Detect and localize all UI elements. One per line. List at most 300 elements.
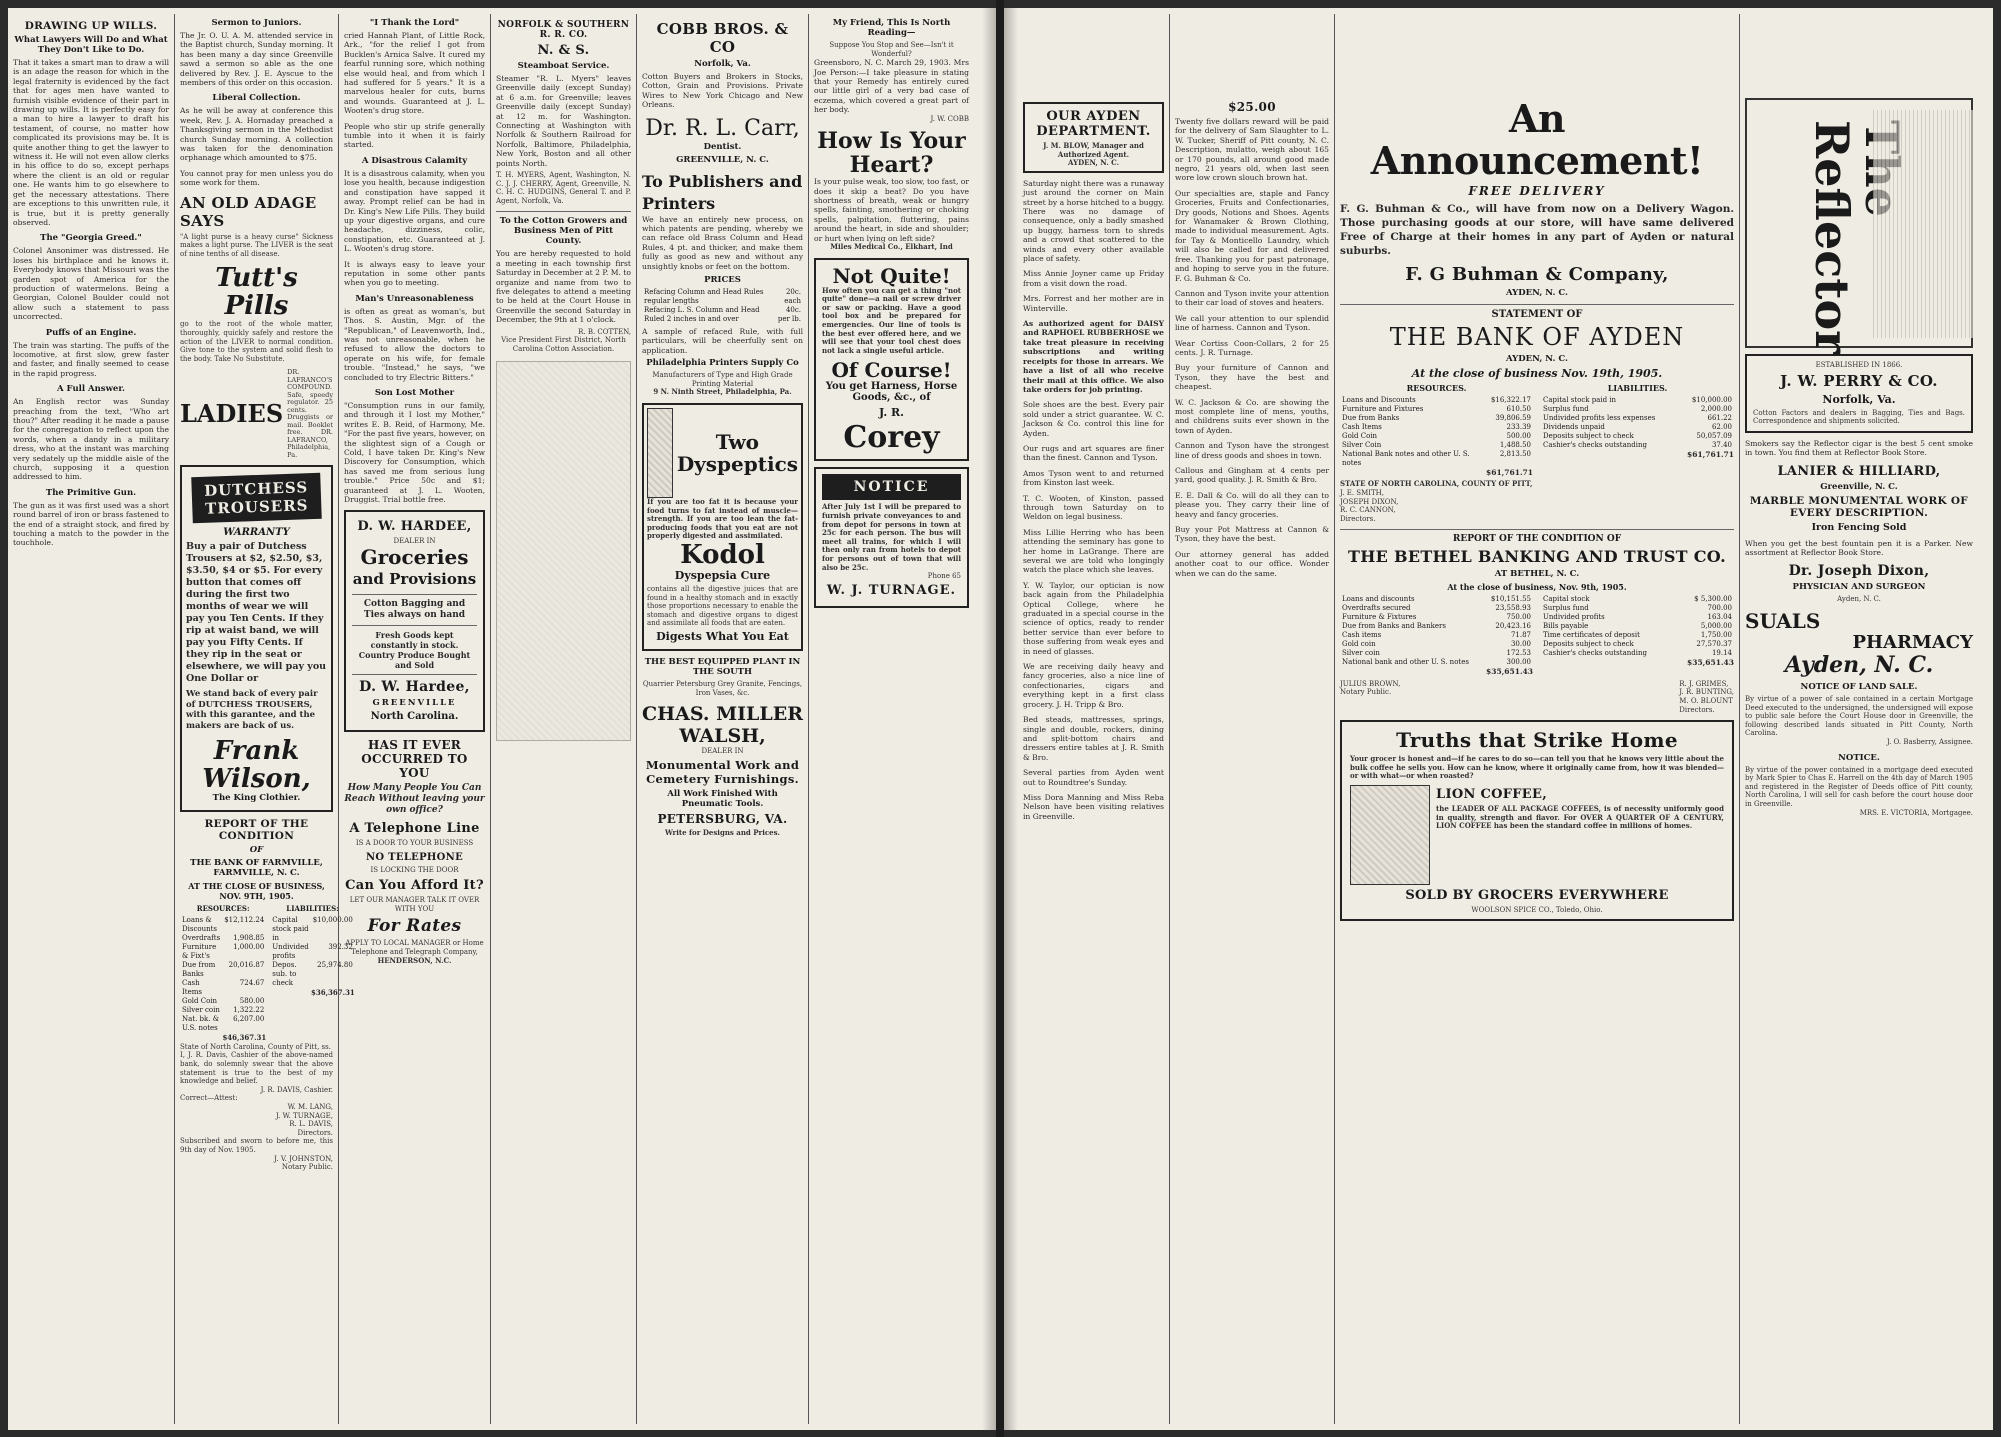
ad-headline: THE BEST EQUIPPED PLANT IN THE SOUTH	[644, 657, 801, 677]
local-item: Y. W. Taylor, our optician is now back again from the Philadelphia Optical College, where he graduated in a special course in the science of optics, ready to render better service than ever before to those suffering from weak eyes and in need of glasses.	[1023, 580, 1164, 656]
resources-total: $35,651.43	[1486, 667, 1533, 677]
local-item: Cannon and Tyson have the strongest line of dress goods and shoes in town.	[1175, 441, 1329, 460]
liabilities-table	[1541, 595, 1734, 658]
ad-headline: Can You Afford It?	[345, 878, 484, 894]
local-item: Our attorney general has added another coat to our office. Wonder when we can do the same.	[1175, 549, 1329, 578]
ad-body: Greensboro, N. C. March 29, 1903. Mrs Joe Person:—I take pleasure in stating that your Remedy has entirely cured our little girl of a very bad case of eczema, which covered a great part of her body.	[814, 58, 969, 115]
ledger-label: Furniture & Fixt's	[182, 943, 217, 961]
director-name: R. J. GRIMES,	[1679, 679, 1729, 688]
state-line: State of North Carolina, County of Pitt, ss.	[180, 1042, 331, 1051]
brand-sub: Dyspepsia Cure	[674, 569, 771, 583]
ad-line: IS LOCKING THE DOOR	[370, 865, 459, 874]
ledger-row	[180, 961, 266, 979]
fold-shadow	[982, 8, 996, 1430]
ad-lanier-hilliard	[1745, 464, 1973, 533]
directors-label: Directors.	[1340, 514, 1376, 523]
company-sub: Manufacturers of Type and High Grade Printing Material	[652, 371, 793, 388]
ledger-label: Silver coin	[1342, 649, 1380, 658]
local-item: T. C. Wooten, of Kinston, passed through town Saturday on to Weldon on legal business.	[1023, 493, 1164, 522]
ledger-label: Capital stock paid in	[1543, 396, 1617, 404]
city: Ayden, N. C.	[1784, 652, 1934, 678]
ledger-amount: 610.50	[1506, 405, 1531, 413]
director-name: R. C. CANNON,	[1340, 506, 1396, 515]
dentist-title: Dentist.	[703, 141, 742, 152]
ad-body: If you are too fat it is because your food turns to fat instead of muscle—strength. If you are too lean the fat-producing foods that you eat are not properly digested and assimilated.	[647, 497, 798, 541]
ledger-row	[180, 934, 266, 943]
ad-headline: Tutt's Pills	[215, 263, 298, 322]
ad-disastrous-calamity	[344, 156, 485, 254]
headline: To the Cotton Growers and Business Men of Pitt County.	[499, 216, 628, 247]
director-name: J. R. BUNTING,	[1679, 688, 1734, 697]
ledger-amount: 27,570.37	[1696, 640, 1732, 649]
headline: The "Georgia Greed."	[40, 233, 142, 244]
ledger-row	[1340, 613, 1533, 622]
dentist-name: Dr. R. L. Carr,	[645, 115, 800, 141]
bank-name: THE BETHEL BANKING AND TRUST CO.	[1348, 547, 1726, 567]
ledger-label: Gold coin	[1342, 640, 1376, 649]
section-title: OUR AYDEN DEPARTMENT.	[1036, 109, 1151, 139]
ad-thank-the-lord	[344, 18, 485, 116]
ad-dr-carr	[642, 116, 803, 165]
resources-table	[180, 916, 266, 1033]
ledger-amount: 71.87	[1510, 631, 1531, 640]
agents: T. H. MYERS, Agent, Washington, N. C. J. J. CHERRY, Agent, Greenville, N. C. H. C. HUDGINS, General T. and P. Agent, Norfolk, Va.	[496, 171, 631, 205]
article-primitive-gun	[13, 488, 169, 548]
ledger-row	[180, 943, 266, 961]
resources-heading: RESOURCES.	[1406, 383, 1467, 393]
resources-total: $61,761.71	[1486, 468, 1533, 477]
director-name: J. W. TURNAGE,	[275, 1111, 333, 1120]
report-of: OF	[249, 845, 264, 856]
reward-body: Twenty five dollars reward will be paid for the delivery of Sam Slaughter to L. W. Tucker, Sheriff of Pitt county, N. C. Description, mulatto, weigh about 165 or 170 pounds, all around good made negro, 21 years old, when last seen wore low crown slouch brown hat.	[1175, 117, 1329, 183]
ledger-amount: 724.67	[239, 979, 265, 988]
article-body: It is a disastrous calamity, when you lose you health, because indigestion and constipation have sapped it away. Prompt relief can be had in Dr. King's New Life Pills. They build up your digestive organs, and cure headache, dizziness, colic, constipation, etc. Guaranteed at J. L. Wooten's drug store.	[344, 168, 485, 254]
ledger-amount: $ 5,300.00	[1694, 595, 1732, 604]
masthead-text-lines	[1873, 110, 1973, 338]
ad-body: the LEADER OF ALL PACKAGE COFFEES, is of necessity uniformly good in quality, strength and flavor. For OVER A QUARTER OF A CENTURY, LION COFFEE has been the standard coffee in millions of homes.	[1436, 803, 1724, 831]
ad-headline: Not Quite!	[832, 263, 951, 288]
ledger-label: Gold Coin	[182, 997, 218, 1006]
ledger-amount: $10,000.00	[312, 916, 353, 925]
city: AT BETHEL, N. C.	[1494, 569, 1580, 580]
ad-headline: To Publishers and Printers	[642, 171, 803, 213]
ledger-amount: 580.00	[239, 997, 265, 1006]
director-name: JOSEPH DIXON,	[1340, 497, 1399, 506]
ledger-amount: 40c. per lb.	[777, 306, 801, 324]
ledger-label: Undivided profits	[1543, 613, 1605, 622]
ad-perry-co	[1745, 354, 1973, 433]
ledger-row	[180, 979, 266, 997]
notice-body: By virtue of a power of sale contained in a certain Mortgage Deed executed to the undersigned, the undersigned will expose to public sale before the Court House door in Greenville, the following described lands situated in Pitt County, North Carolina.	[1745, 695, 1973, 738]
ledger-label: Surplus fund	[1543, 405, 1589, 413]
prices-heading: PRICES	[704, 275, 741, 286]
signer-name: W. J. TURNAGE.	[826, 582, 957, 598]
ledger-amount: 1,000.00	[233, 943, 265, 952]
headline: My Friend, This Is North Reading—	[832, 18, 951, 38]
notice-mortgage	[1745, 753, 1973, 818]
merchant-sub: PHARMACY	[1852, 632, 1973, 653]
ad-body: contains all the digestive juices that are found in a healthy stomach and in exactly those proportions necessary to enable the stomach and digestive organs to digest and assimilate all foods that are eaten.	[647, 585, 798, 628]
ledger-label: Surplus fund	[1543, 604, 1589, 613]
subheadline: Suppose You Stop and See—Isn't it Wonderful?	[829, 41, 954, 58]
signer-name: MRS. E. VICTORIA, Mortgagee.	[1859, 808, 1973, 817]
directors-label: Directors.	[1679, 705, 1715, 714]
ledger-amount: 392.32	[328, 943, 353, 952]
brand-name: Kodol	[680, 540, 765, 571]
ad-telephone	[344, 738, 485, 965]
merchant-initials: J. R.	[879, 406, 904, 420]
article-puffs-of-engine	[13, 328, 169, 379]
article-body: The train was starting. The puffs of the locomotive, at first slow, grew faster and faster, and finally seemed to cease in the rapid progress.	[13, 340, 169, 378]
ledger-amount: 163.04	[1707, 613, 1732, 622]
city: Greenville, N. C.	[1820, 481, 1898, 492]
local-item: As authorized agent for DAISY and RAPHOEL RUBBERHOSE we take treat pleasure in receiving subscriptions and writing receipts for those in arrears. We have a list of all who receive their mail at this office. We also take orders for job printing.	[1023, 319, 1164, 394]
ledger-label: Overdrafts secured	[1342, 604, 1411, 613]
ledger-label: Cash Items	[182, 979, 202, 997]
merchant-tagline: The King Clothier.	[212, 793, 301, 804]
ledger-label: Cash items	[1342, 631, 1382, 640]
article-body: cried Hannah Plant, of Little Rock, Ark., "for the relief I got from Bucklen's Arnica Salve. It cured my fearful running sore, which nothing else would heal, and from which I had suffered for 5 years." It is a marvelous healer for cuts, burns and wounds. Guaranteed at J. L. Wooten's drug store.	[344, 31, 485, 116]
ledger-row	[180, 1015, 266, 1033]
ledger-row	[1541, 396, 1734, 405]
ledger-row	[1340, 631, 1533, 640]
right-column-4	[1740, 98, 1978, 1420]
state-line: STATE OF NORTH CAROLINA, COUNTY OF PITT,	[1340, 479, 1533, 489]
ad-buhman-announcement	[1340, 98, 1734, 298]
newspaper-page-left	[8, 8, 996, 1430]
notice-land-sale	[1745, 682, 1973, 747]
headline: NOTICE OF LAND SALE.	[1800, 682, 1918, 692]
notice-heading: NOTICE	[822, 474, 961, 500]
liabilities-total: $36,367.31	[310, 988, 355, 998]
ad-old-adage	[180, 194, 333, 259]
ledger-row	[1340, 396, 1533, 405]
local-item: Sole shoes are the best. Every pair sold under a strict guarantee. W. C. Jackson & Co. control this line for Ayden.	[1023, 400, 1164, 438]
merchant-name: J. W. PERRY & CO.	[1780, 371, 1938, 390]
right-column-1	[1018, 98, 1169, 1420]
headline: NORFOLK & SOUTHERN R. R. CO.	[497, 20, 630, 40]
company-name: F. G Buhman & Company,	[1405, 264, 1669, 285]
headline: A Disastrous Calamity	[361, 155, 468, 166]
resources-table	[1340, 595, 1533, 667]
ledger-amount: 50,057.09	[1696, 432, 1732, 440]
city: PETERSBURG, VA.	[657, 811, 788, 826]
ledger-amount: 1,322.22	[233, 1006, 265, 1015]
ad-body: Is your pulse weak, too slow, too fast, or does it skip a beat? Do you have shortness of breath, weak or hungry spells, fainting, smothering or choking spells, palpitation, fluttering, pains around the heart, in side and shoulder; or hurt when lying on left side?	[814, 177, 969, 243]
ad-tutts-pills	[180, 264, 333, 363]
ledger-label: Cashier's checks outstanding	[1543, 649, 1647, 658]
ad-line: How Many People You Can Reach Without leaving your own office?	[344, 783, 485, 816]
ad-norfolk-southern	[496, 20, 631, 205]
ad-line: All Work Finished With Pneumatic Tools.	[667, 788, 778, 809]
filler-note: People who stir up strife generally tumble into it when it is fairly started.	[344, 121, 485, 150]
local-item: Our specialties are, staple and Fancy Groceries, Fruits and Confectionaries, Dry goods, Notions and Shoes. Agents for Wanamaker & Brown Clothing, made to individual measurement. Agts. for Tay & Monticello Laundry, which will also be called for and delivered free. Thanking you for past patronage, and hoping to serve you in the future. F. G. Buhman & Co.	[1175, 188, 1329, 283]
ledger-row	[180, 1006, 266, 1015]
guarantee-text: We stand back of every pair of DUTCHESS TROUSERS, with this garantee, and the makers are back of us.	[186, 689, 318, 731]
local-item: E. E. Dall & Co. will do all they can to please you. They carry their line of heavy and fancy groceries.	[1175, 490, 1329, 519]
ledger-row	[180, 916, 266, 934]
ad-heart	[814, 129, 969, 251]
signer-name: J. W. COBB	[930, 114, 969, 123]
ad-suals-pharmacy	[1745, 610, 1973, 676]
filler-note: You cannot pray for men unless you do some work for them.	[180, 168, 333, 188]
report-date: At the close of business, Nov. 9th, 1905.	[1447, 582, 1627, 593]
ledger-amount: 661.22	[1707, 414, 1732, 422]
service-label: Steamboat Service.	[517, 61, 610, 71]
city: Norfolk, Va.	[694, 59, 751, 69]
headline: Son Lost Mother	[374, 388, 455, 398]
ledger-row	[1340, 441, 1533, 450]
city: AYDEN, N. C.	[1506, 288, 1568, 298]
ledger-row	[1340, 450, 1533, 468]
ad-printers-supply	[642, 171, 803, 397]
city: Norfolk, Va.	[1822, 392, 1896, 406]
merchant-name: D. W. HARDEE,	[357, 519, 472, 535]
city: AYDEN, N. C.	[1506, 354, 1568, 364]
left-column-2	[175, 18, 355, 1420]
left-column-6	[809, 18, 974, 1420]
ad-body: Cotton Buyers and Brokers in Stocks, Cotton, Grain and Provisions. Private Wires to New York Chicago and New Orleans.	[642, 72, 803, 110]
signer-name: J. O. Basberry, Assignee.	[1886, 737, 1973, 746]
ad-turnage-notice	[814, 467, 969, 607]
ad-body: F. G. Buhman & Co., will have from now on a Delivery Wagon. Those purchasing goods at our store, will have same delivered Free of Charge at their homes in any part of Ayden or natural suburbs.	[1340, 203, 1734, 257]
lion-illustration	[1350, 785, 1430, 885]
bank-name: THE BANK OF AYDEN	[1389, 323, 1685, 351]
ayden-bank-statement	[1340, 309, 1734, 523]
directors-label: Directors.	[297, 1128, 333, 1137]
ledger-label: Due from Banks	[182, 961, 216, 979]
ledger-row	[1340, 622, 1533, 631]
local-item: W. C. Jackson & Co. are showing the most complete line of mens, youths, and childrens suits ever shown in the town of Ayden.	[1175, 397, 1329, 435]
ledger-amount: 20,016.87	[228, 961, 265, 970]
liabilities-total: $61,761.71	[1687, 450, 1734, 459]
liabilities-heading: LIABILITIES:	[286, 904, 339, 914]
local-item: Smokers say the Reflector cigar is the best 5 cent smoke in town. You find them at Reflector Book Store.	[1745, 438, 1973, 458]
ad-body: DR. LAFRANCO'S COMPOUND. Safe, speedy regulator. 25 cents. Druggists or mail. Booklet free. DR. LAFRANCO, Philadelphia, Pa.	[287, 368, 333, 459]
local-item: Saturday night there was a runaway just around the corner on Main street by a horse hitched to a buggy. There was no damage of consequence, only a badly smashed up buggy, harness torn to shreds and a crowd that scattered to the winds and every other available place of safety.	[1023, 178, 1164, 264]
resources-heading: RESOURCES:	[196, 904, 250, 914]
director-name: R. L. DAVIS,	[289, 1120, 333, 1129]
merchant-signature: D. W. Hardee,	[359, 679, 470, 696]
article-body: "Consumption runs in our family, and through it I lost my Mother," writes E. B. Reid, of Harmony, Me. "For the past five years, however, on the slightest sign of a Cough or Cold, I have taken Dr. King's New Discovery for Consumption, which has saved me from serious lung trouble." Price 50c and $1; guaranteed at J. L. Wooten, Druggist. Trial bottle free.	[344, 401, 485, 505]
ledger-amount: 5,000.00	[1700, 622, 1732, 631]
article-sermon	[180, 18, 333, 87]
ad-body: go to the root of the whole matter, thoroughly, quickly safely and restore the action of the LIVER to normal condition. Give tone to the system and solid flesh to the body. Take No Substitute.	[180, 320, 333, 363]
ledger-amount: 39,806.59	[1495, 414, 1531, 422]
ad-line: Quarrier Petersburg Grey Granite, Fencings, Iron Vases, &c.	[642, 680, 803, 697]
ledger-row	[1340, 423, 1533, 432]
local-item: When you get the best fountain pen it is a Parker. New assortment at Reflector Book Store.	[1745, 538, 1973, 557]
ad-corey-harness	[814, 258, 969, 462]
ledger-row	[1340, 414, 1533, 423]
ledger-label: Bills payable	[1543, 622, 1589, 631]
state: North Carolina.	[370, 711, 459, 723]
ledger-label: Loans & Discounts	[182, 916, 217, 934]
dealer-label: DEALER IN	[701, 747, 744, 756]
ad-line: Iron Fencing Sold	[1811, 521, 1907, 533]
notary-name: J. V. JOHNSTON,	[274, 1154, 333, 1163]
ledger-amount: 233.39	[1506, 423, 1531, 431]
merchant-name: COBB BROS. & CO	[656, 20, 789, 56]
goods-line: MARBLE MONUMENTAL WORK OF EVERY DESCRIPTION.	[1749, 494, 1969, 519]
filler-note: It is always easy to leave your reputation in some other pants when you go to meeting.	[344, 259, 485, 288]
resources-table	[1340, 396, 1533, 468]
ad-body: How often you can get a thing "not quite" done—a nail or screw driver or saw or packing. Have a good tool box and be prepared for emergencies. Our line of tools is the best ever offered here, and we will see that your tool chest does not lack a single useful article.	[822, 285, 961, 355]
ledger-amount: 23,558.93	[1495, 604, 1531, 613]
ad-slogan: Digests What You Eat	[656, 630, 789, 643]
report-date: AT THE CLOSE OF BUSINESS, NOV. 9TH, 1905.	[188, 881, 325, 902]
ledger-label: Deposits subject to check	[1543, 640, 1634, 649]
ledger-row	[1340, 595, 1533, 604]
ledger-amount: $10,000.00	[1691, 396, 1732, 404]
bank-name: THE BANK OF FARMVILLE, FARMVILLE, N. C.	[190, 858, 323, 879]
signer-title: Vice President First District, North Carolina Cotton Association.	[501, 336, 626, 353]
ledger-label: Due from Banks and Bankers	[1342, 622, 1446, 631]
headline: NOTICE.	[1838, 752, 1880, 763]
bethel-bank-report	[1340, 534, 1734, 714]
ledger-amount: $12,112.24	[224, 916, 265, 925]
dealer-label: DEALER IN	[393, 537, 436, 546]
ledger-label: Cash Items	[1342, 423, 1382, 431]
brand-name: LION COFFEE,	[1436, 786, 1548, 802]
ledger-label: National bank and other U. S. notes	[1342, 658, 1469, 667]
headline: The Primitive Gun.	[45, 487, 137, 498]
ledger-row	[1541, 441, 1734, 450]
merchant-name: Frank Wilson,	[202, 736, 311, 795]
ledger-amount: 25,974.80	[317, 961, 353, 970]
company-name: Philadelphia Printers Supply Co	[646, 358, 799, 369]
ad-headline: AN OLD ADAGE SAYS	[180, 193, 317, 230]
report-date: At the close of business Nov. 19th, 1905.	[1411, 367, 1663, 380]
ad-line: APPLY TO LOCAL MANAGER or Home Telephone and Telegraph Company,	[345, 939, 484, 957]
notary-title: Notary Public.	[1340, 688, 1392, 697]
ad-footer: Write for Designs and Prices.	[665, 827, 780, 837]
left-column-3	[339, 18, 490, 1420]
newspaper-page-right	[1004, 8, 1993, 1430]
local-item: Cannon and Tyson invite your attention to their car load of stoves and heaters.	[1175, 288, 1329, 308]
ledger-label: Gold Coin	[1342, 432, 1378, 440]
ledger-row	[1541, 414, 1734, 423]
ledger-amount: 1,488.50	[1499, 441, 1531, 449]
merchant-name: Corey	[843, 420, 940, 456]
ad-dutchess-trousers	[180, 465, 333, 812]
ledger-amount: 2,000.00	[1700, 405, 1732, 413]
local-item: Wear Cortiss Coon-Collars, 2 for 25 cents. J. R. Turnage.	[1175, 338, 1329, 357]
ledger-amount: 37.40	[1711, 441, 1732, 449]
ledger-label: Deposits subject to check	[1543, 432, 1634, 440]
city: GREENVILLE, N. C.	[676, 154, 769, 165]
notice-body: After July 1st I will be prepared to furnish private conveyances to and from depot for persons in town at 25c for each person. The bus will meet all trains, for which I will then only ran from hotels to depot for persons out of town that will also be 25c.	[822, 502, 961, 572]
article-body: The Jr. O. U. A. M. attended service in the Baptist church, Sunday morning. It has been many a day since Greenville sawd a sermon so able as the one delivered by Rev. J. E. Ayscue to the members of this order on this occasion.	[180, 31, 333, 88]
right-column-3	[1335, 98, 1739, 1420]
liabilities-heading: LIABILITIES.	[1607, 383, 1668, 393]
director-name: M. O. BLOUNT	[1679, 696, 1733, 705]
ledger-amount: 172.53	[1506, 649, 1531, 658]
ledger-label: Cashier's checks outstanding	[1543, 441, 1647, 449]
left-column-1	[8, 18, 174, 1420]
ledger-amount: 750.00	[1506, 613, 1531, 622]
ledger-label: Furniture and Fixtures	[1342, 405, 1424, 413]
established: ESTABLISHED IN 1866.	[1815, 361, 1903, 369]
goods-line: and Provisions	[352, 570, 477, 589]
farmville-bank-report	[180, 818, 355, 1172]
masthead-title: Reflector	[1805, 120, 1859, 355]
ad-body: "A light purse is a heavy curse" Sickness makes a light purse. The LIVER is the seat of nine tenths of all disease.	[180, 232, 333, 258]
ad-line: NO TELEPHONE	[365, 851, 464, 863]
local-item: Miss Lillie Herring who has been attending the seminary has gone to her home in LaGrange. There are several we are told who longingly watch the place which she leaves.	[1023, 527, 1164, 575]
ledger-row	[1541, 423, 1734, 432]
ad-subheadline: FREE DELIVERY	[1468, 184, 1606, 198]
ad-unreasonableness	[344, 294, 485, 382]
right-column-2	[1170, 98, 1334, 1420]
company-address: 9 N. Ninth Street, Philadelphia, Pa.	[653, 387, 792, 397]
ad-son-lost-mother	[344, 388, 485, 504]
liabilities-table	[1541, 396, 1734, 450]
article-georgia-greed	[13, 233, 169, 321]
article-drawing-up-wills	[13, 20, 169, 227]
local-item: Callous and Gingham at 4 cents per yard, good quality. J. R. Smith & Bro.	[1175, 466, 1329, 485]
physician-name: Dr. Joseph Dixon,	[1788, 563, 1930, 580]
headline: Puffs of an Engine.	[45, 327, 137, 338]
ad-lion-coffee	[1340, 720, 1734, 920]
ledger-amount: $16,322.17	[1490, 396, 1531, 404]
article-body: Colonel Ansonimer was distressed. He loses his birthplace and he knows it. Everybody knows that Missouri was the garden spot of America for the production of watermelons. Being a Georgian, Colonel Boulder could not allow such a statement to pass uncorrected.	[13, 246, 169, 322]
ad-my-friend	[814, 18, 969, 123]
dyspeptics-illustration	[647, 408, 673, 498]
faded-print-area	[496, 361, 631, 741]
ledger-row	[1541, 604, 1734, 613]
ledger-label: Loans and discounts	[1342, 595, 1415, 604]
ledger-label: Silver Coin	[1342, 441, 1382, 449]
article-body: An English rector was Sunday preaching from the text, "Who art thou?" After reading it he made a pause for the congregation to reflect upon the words, when a dandy in a military dress, who at the instant was marching very sedately up the middle aisle of the church, supposing it a question addressed to him.	[13, 397, 169, 482]
local-item: We call your attention to our splendid line of harness. Cannon and Tyson.	[1175, 313, 1329, 333]
ledger-label: Silver coin	[182, 1006, 220, 1015]
ad-kodol	[642, 403, 803, 651]
ad-headline: For Rates	[367, 916, 462, 937]
ad-headline: A Telephone Line	[349, 821, 480, 837]
ad-headline: LADIES	[180, 399, 284, 429]
ad-headline: Truths that Strike Home	[1396, 728, 1678, 753]
notice-cotton-growers	[496, 216, 631, 353]
ad-line: Fresh Goods kept constantly in stock. Country Produce Bought and Sold	[358, 630, 471, 671]
statement-label: STATEMENT OF	[1491, 309, 1583, 320]
ad-body: Cotton Factors and dealers in Bagging, Ties and Bags. Correspondence and shipments solicited.	[1753, 408, 1965, 426]
local-item: Amos Tyson went to and returned from Kinston last week.	[1023, 468, 1164, 488]
subheadline: N. & S.	[537, 43, 590, 58]
ledger-row	[180, 997, 266, 1006]
ledger-amount: 20c. each	[784, 288, 801, 306]
ledger-amount: 20,423.16	[1495, 622, 1531, 631]
reward-heading: $25.00	[1228, 100, 1276, 114]
director-name: W. M. LANG,	[287, 1103, 333, 1111]
ad-dr-dixon	[1745, 563, 1973, 604]
ledger-amount: 62.00	[1711, 423, 1732, 431]
ledger-label: Dividends unpaid	[1543, 423, 1605, 431]
notary-title: Notary Public.	[281, 1163, 333, 1172]
brand-logo: DUTCHESS TROUSERS	[191, 473, 322, 523]
ledger-amount: 30.00	[1510, 640, 1531, 649]
ad-slogan: SOLD BY GROCERS EVERYWHERE	[1405, 887, 1669, 903]
ledger-row	[1340, 649, 1533, 658]
ledger-amount: $10,151.55	[1490, 595, 1531, 604]
city: GREENVILLE	[372, 698, 457, 709]
company-name: WOOLSON SPICE CO., Toledo, Ohio.	[1471, 905, 1603, 914]
company-name: Miles Medical Co., Elkhart, Ind	[830, 242, 953, 252]
warranty-heading: WARRANTY	[223, 527, 290, 539]
merchant-name: SUALS	[1745, 609, 1821, 633]
ledger-label: Undivided profits	[272, 943, 309, 961]
ad-headline: How Is Your Heart?	[817, 128, 966, 179]
